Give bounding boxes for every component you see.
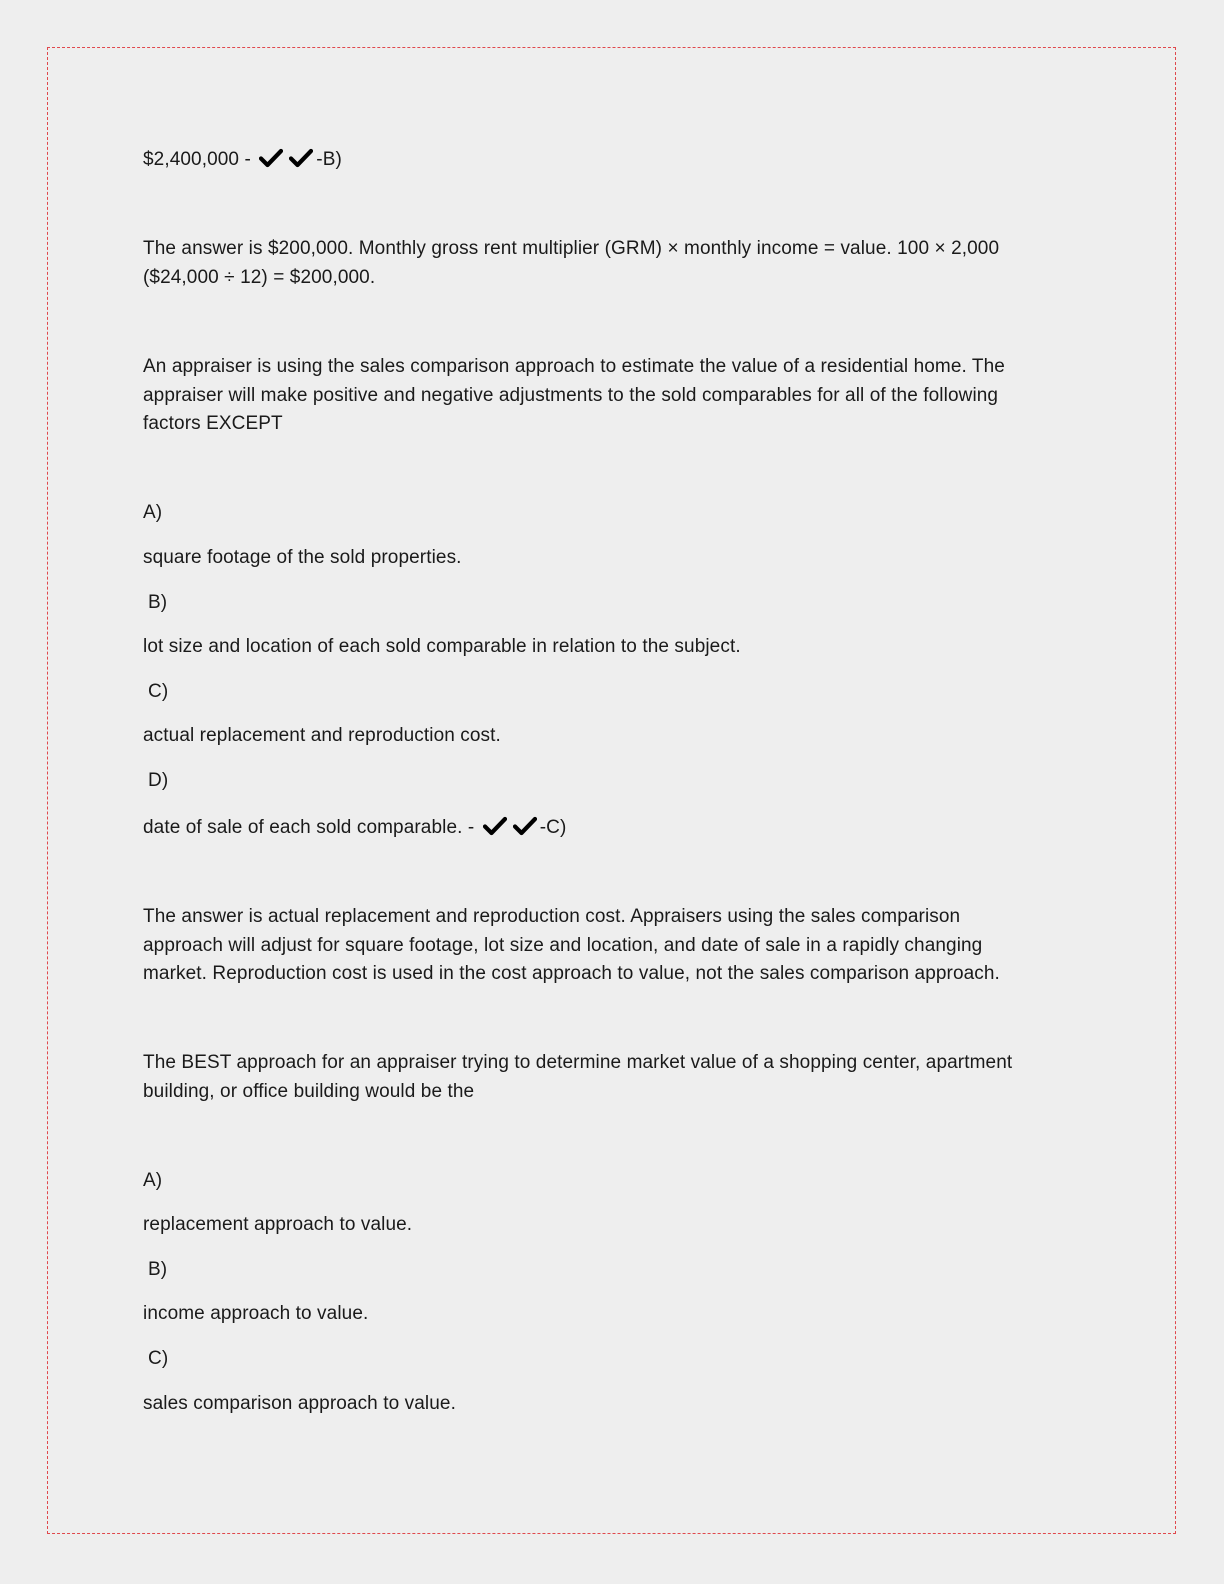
q3-option-c-label: C) — [148, 1348, 169, 1369]
q3-option-c-text: sales comparison approach to value. — [143, 1393, 456, 1414]
q3-question-line-1: The BEST approach for an appraiser trying to determine market value of a shopping center, apartment — [143, 1052, 1013, 1073]
q2-question-line-3: factors EXCEPT — [143, 413, 283, 434]
q1-answer-value: $2,400,000 - — [143, 149, 251, 170]
q2-option-a-label: A) — [143, 502, 163, 523]
q3-option-b-text: income approach to value. — [143, 1303, 369, 1324]
q2-explanation-line-3: market. Reproduction cost is used in the cost approach to value, not the sales comparison approach. — [143, 963, 1000, 984]
q2-question-line-2: appraiser will make positive and negative adjustments to the sold comparables for all of the following — [143, 385, 999, 406]
q2-explanation-line-1: The answer is actual replacement and reproduction cost. Appraisers using the sales comparison — [143, 906, 961, 927]
q2-option-a-text: square footage of the sold properties. — [143, 547, 462, 568]
q2-question-line-1: An appraiser is using the sales comparison approach to estimate the value of a residential home. The — [143, 356, 1005, 377]
q3-question-line-2: building, or office building would be the — [143, 1081, 475, 1102]
q2-answer-suffix: -C) — [539, 817, 567, 838]
q3-option-a-text: replacement approach to value. — [143, 1214, 413, 1235]
checkmark-icon — [483, 816, 507, 836]
q2-option-c-label: C) — [148, 681, 169, 702]
q1-answer-line — [143, 145, 342, 174]
checkmark-icon — [289, 148, 313, 168]
q1-explanation-line-1: The answer is $200,000. Monthly gross rent multiplier (GRM) × monthly income = value. 100 × 2,000 — [143, 238, 1000, 259]
q2-option-d-text: date of sale of each sold comparable. - — [143, 817, 475, 838]
q1-explanation-line-2: ($24,000 ÷ 12) = $200,000. — [143, 267, 376, 288]
q2-option-b-text: lot size and location of each sold comparable in relation to the subject. — [143, 636, 741, 657]
q3-option-b-label: B) — [148, 1259, 168, 1280]
q2-option-c-text: actual replacement and reproduction cost. — [143, 725, 501, 746]
checkmark-icon — [513, 816, 537, 836]
q2-option-d-line — [143, 813, 566, 842]
q2-option-d-label: D) — [148, 770, 169, 791]
q3-option-a-label: A) — [143, 1170, 163, 1191]
checkmark-icon — [259, 148, 283, 168]
q2-option-b-label: B) — [148, 592, 168, 613]
q1-answer-suffix: -B) — [316, 149, 342, 170]
q2-explanation-line-2: approach will adjust for square footage, lot size and location, and date of sale in a rapidly changing — [143, 935, 983, 956]
